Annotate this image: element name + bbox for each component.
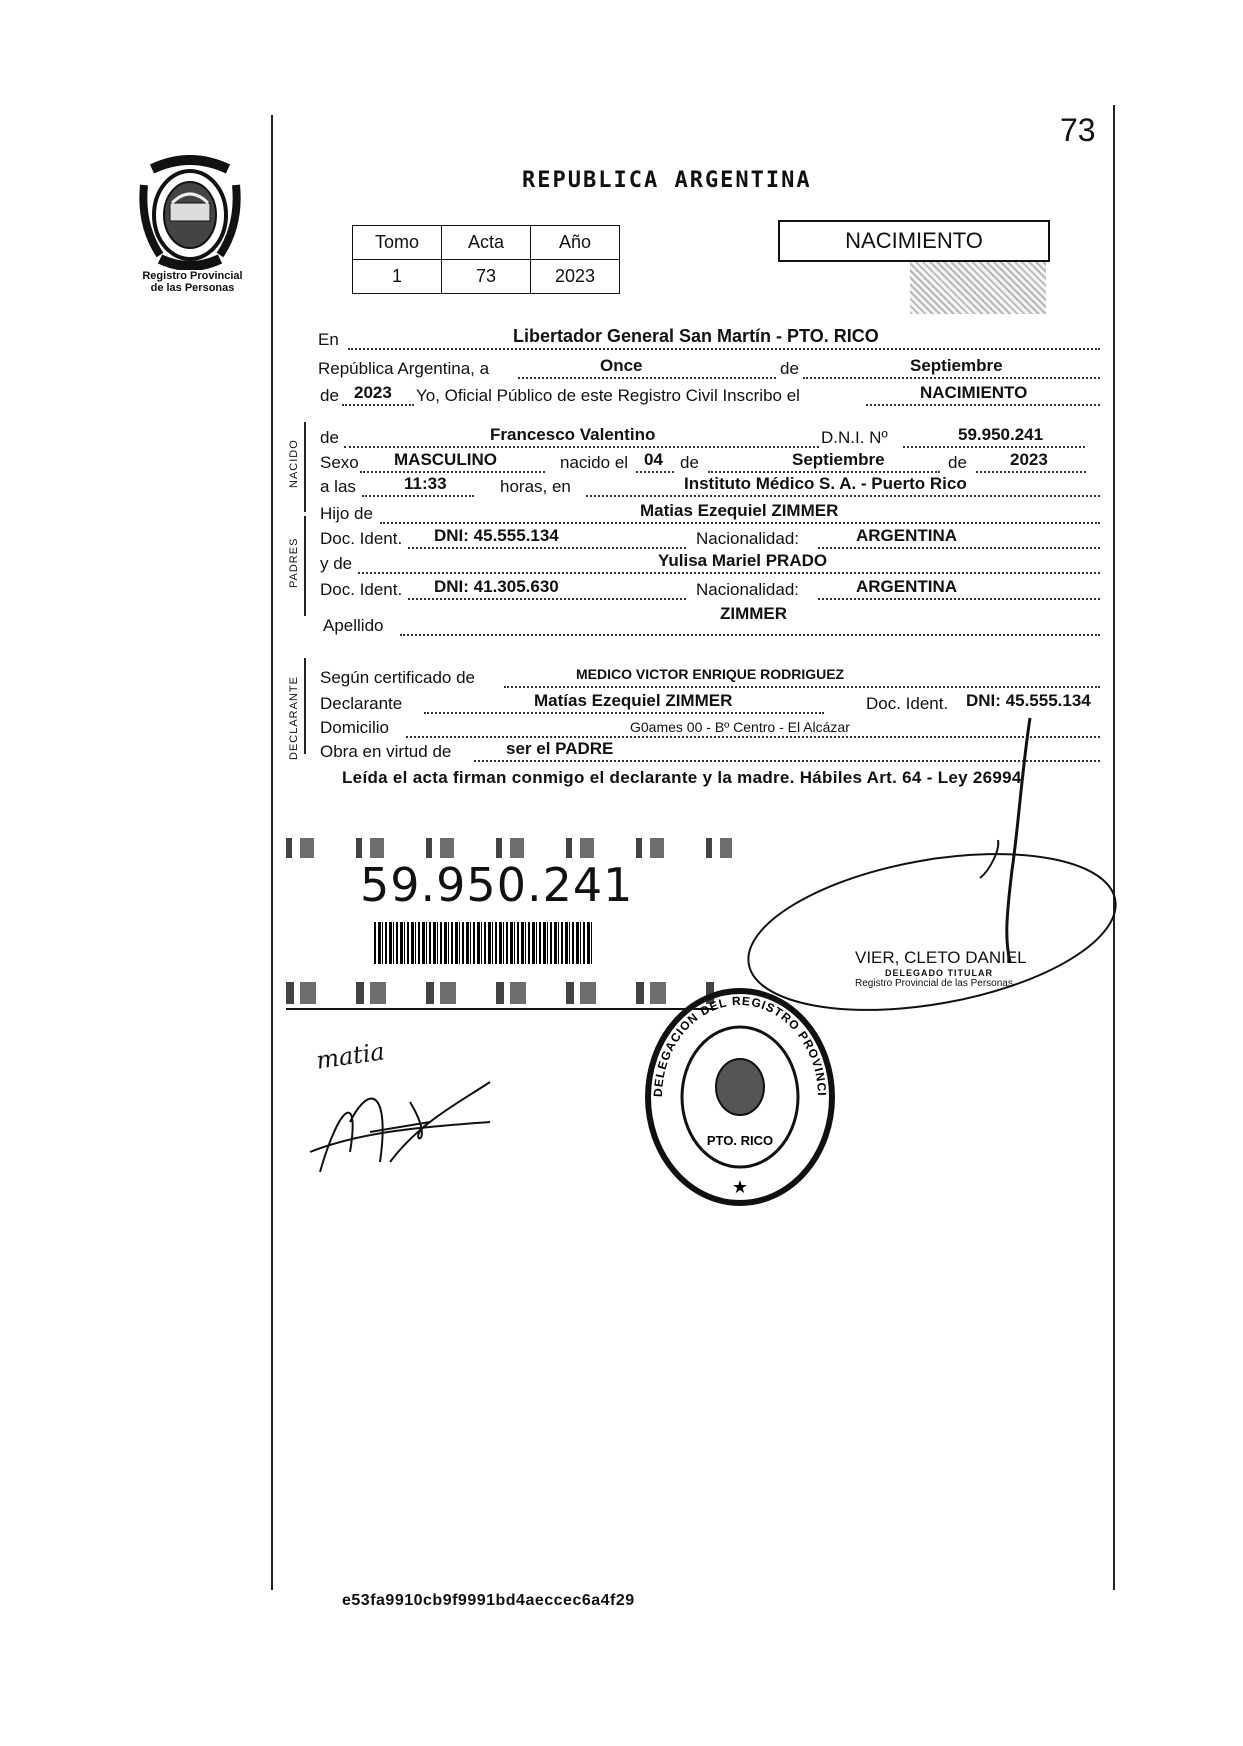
left-margin-line [271, 115, 273, 1590]
republica-label: República Argentina, a [318, 359, 490, 378]
row-en [318, 328, 1103, 352]
birth-day: 04 [644, 450, 663, 469]
declarante-doc-label: Doc. Ident. [866, 694, 949, 713]
svg-text:★: ★ [731, 1177, 749, 1197]
row-y-de [318, 552, 1103, 576]
dni-value: 59.950.241 [958, 425, 1044, 444]
act-type-box [778, 220, 1050, 262]
anio-value: 2023 [531, 260, 620, 294]
obra-label: Obra en virtud de [320, 742, 452, 761]
declarante-value: Matías Ezequiel ZIMMER [534, 691, 733, 710]
provincia-seal-icon [130, 155, 250, 270]
document-hash: e53fa9910cb9f9991bd4aeccec6a4f29 [342, 1592, 635, 1609]
document-heading: REPUBLICA ARGENTINA [522, 168, 812, 193]
page-number: 73 [1060, 112, 1096, 148]
stamp-seal-icon [640, 985, 840, 1210]
tomo-header: Tomo [353, 226, 442, 260]
certificado-label: Según certificado de [320, 668, 475, 687]
acta-value: 73 [442, 260, 531, 294]
official-signature [700, 700, 1120, 1020]
year-value: 2023 [354, 383, 392, 402]
sexo-label: Sexo [320, 453, 359, 472]
a-las-label: a las [320, 477, 356, 496]
row-hora [318, 475, 1103, 499]
padre-value: Matias Ezequiel ZIMMER [640, 501, 839, 520]
birth-month: Septiembre [792, 450, 885, 469]
day-value: Once [600, 356, 643, 375]
madre-doc: DNI: 41.305.630 [434, 577, 559, 596]
sexo-value: MASCULINO [394, 450, 497, 469]
row-padre-doc [318, 527, 1103, 551]
row-republica [318, 357, 1103, 381]
nacido-el-label: nacido el [560, 453, 629, 472]
row-nombre [318, 426, 1103, 450]
certificado-value: MEDICO VICTOR ENRIQUE RODRIGUEZ [576, 666, 845, 682]
y-de-label: y de [320, 554, 353, 573]
horas-en-label: horas, en [500, 477, 571, 496]
de-year-label: de [320, 386, 339, 405]
hora-value: 11:33 [404, 474, 447, 493]
row-hijo-de [318, 502, 1103, 526]
declarant-signature-note: matia [314, 1037, 387, 1075]
inscribo-value: NACIMIENTO [920, 383, 1028, 402]
barcode [374, 922, 594, 964]
declarante-doc: DNI: 45.555.134 [966, 691, 1091, 710]
anio-header: Año [531, 226, 620, 260]
row-certificado [318, 666, 1103, 690]
row-madre-doc [318, 578, 1103, 602]
declarante-label: Declarante [320, 694, 403, 713]
section-declarante: DECLARANTE [288, 676, 300, 760]
row-inscribo [318, 384, 1103, 408]
act-type-label: NACIMIENTO [845, 228, 983, 253]
inscribo-text: Yo, Oficial Público de este Registro Civil Inscribo el [416, 386, 800, 405]
section-padres: PADRES [288, 537, 300, 588]
stamp-ring-text: DELEGACION DEL REGISTRO PROVINCI [650, 993, 830, 1098]
barcode-number: 59.950.241 [360, 858, 634, 912]
volume-table [352, 225, 620, 294]
acta-header: Acta [442, 226, 531, 260]
padre-doc: DNI: 45.555.134 [434, 526, 559, 545]
birth-year: 2023 [1010, 450, 1048, 469]
closing-text: Leída el acta firman conmigo el declarante y la madre. Hábiles Art. 64 - Ley 26994 [342, 768, 1022, 787]
en-label: En [318, 330, 339, 349]
en-value: Libertador General San Martín - PTO. RICO [513, 326, 879, 346]
registry-caption-line2: de las Personas [150, 282, 235, 294]
section-nacido: NACIDO [288, 439, 300, 488]
domicilio-label: Domicilio [320, 718, 389, 737]
birth-de-label-2: de [948, 453, 967, 472]
padre-nac: ARGENTINA [856, 526, 958, 545]
madre-nac: ARGENTINA [856, 577, 958, 596]
official-org: Registro Provincial de las Personas [855, 978, 1013, 989]
security-band-top [286, 838, 732, 858]
madre-value: Yulisa Mariel PRADO [658, 551, 828, 570]
madre-nac-label: Nacionalidad: [696, 580, 800, 599]
de-label: de [780, 359, 799, 378]
padre-nac-label: Nacionalidad: [696, 529, 800, 548]
month-value: Septiembre [910, 356, 1003, 375]
nombre-value: Francesco Valentino [490, 425, 656, 444]
tomo-value: 1 [353, 260, 442, 294]
official-title: DELEGADO TITULAR [885, 968, 993, 978]
padre-doc-label: Doc. Ident. [320, 529, 403, 548]
declarant-signature [300, 1062, 500, 1192]
obra-value: ser el PADRE [506, 739, 614, 758]
apellido-label: Apellido [323, 616, 384, 635]
apellido-value: ZIMMER [720, 604, 788, 623]
dni-label: D.N.I. Nº [821, 428, 888, 447]
birth-form [288, 320, 1103, 761]
madre-doc-label: Doc. Ident. [320, 580, 403, 599]
nombre-de-label: de [320, 428, 339, 447]
registry-caption [120, 270, 265, 294]
row-sexo [318, 451, 1103, 475]
birth-de-label: de [680, 453, 699, 472]
registry-caption-line1: Registro Provincial [142, 270, 243, 282]
domicilio-value: G0ames 00 - Bº Centro - El Alcázar [630, 719, 850, 735]
row-apellido [318, 604, 1103, 638]
registry-emblem [130, 155, 250, 270]
official-name: VIER, CLETO DANIEL [855, 948, 1027, 967]
hijo-de-label: Hijo de [320, 504, 373, 523]
lugar-value: Instituto Médico S. A. - Puerto Rico [684, 474, 967, 493]
stamp-center-text: PTO. RICO [706, 1133, 774, 1148]
security-watermark [910, 262, 1046, 314]
registry-stamp [640, 985, 840, 1210]
